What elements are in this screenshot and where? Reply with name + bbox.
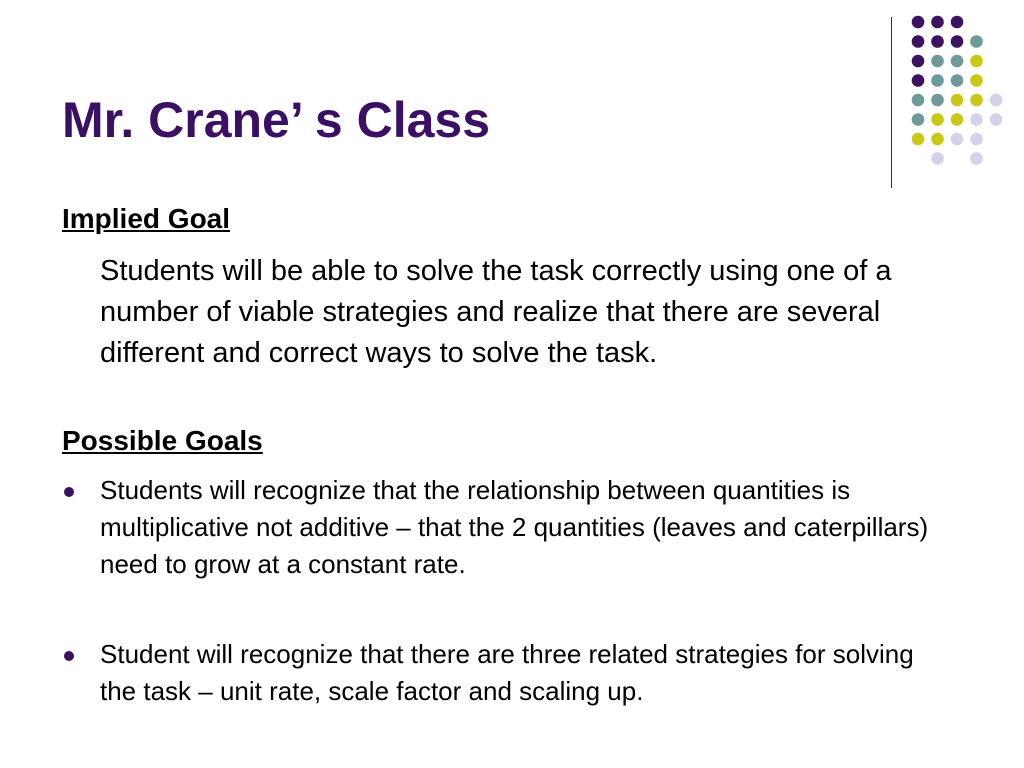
decorative-dot — [912, 113, 925, 126]
bullet-icon — [64, 651, 74, 661]
decorative-dot — [931, 74, 944, 87]
decorative-dot — [990, 113, 1003, 126]
decorative-dot — [931, 133, 944, 146]
possible-goals-list — [0, 472, 1024, 710]
decorative-dot — [951, 55, 964, 68]
decorative-dot — [931, 113, 944, 126]
decorative-dot — [912, 94, 925, 107]
decorative-dot — [931, 16, 944, 29]
decorative-dot — [951, 74, 964, 87]
list-item-text: Students will recognize that the relationship between quantities is multiplicative not additive – that the 2 quantities (leaves and caterpillars) need to grow at a constant rate. — [100, 475, 929, 579]
decorative-dot — [912, 35, 925, 48]
implied-goal-heading: Implied Goal — [62, 203, 231, 234]
possible-goals-heading: Possible Goals — [62, 425, 263, 456]
decorative-dot — [912, 74, 925, 87]
decorative-dot — [951, 16, 964, 29]
vertical-divider — [891, 17, 892, 188]
decorative-dot — [951, 35, 964, 48]
decorative-dot — [912, 133, 925, 146]
decorative-dot — [970, 35, 983, 48]
decorative-dot — [912, 16, 925, 29]
implied-goal-text: Students will be able to solve the task correctly using one of a number of viable strategies and realize that there are several different and correct ways to solve the task. — [100, 255, 892, 369]
decorative-dot — [970, 133, 983, 146]
slide-title: Mr. Crane’ s Class — [62, 92, 491, 148]
decorative-dot — [931, 152, 944, 165]
list-item-text: Student will recognize that there are three related strategies for solving the task – unit rate, scale factor and scaling up. — [100, 639, 914, 706]
decorative-dot — [970, 74, 983, 87]
list-item — [0, 636, 950, 710]
list-item — [0, 472, 950, 583]
decorative-dot — [970, 152, 983, 165]
decorative-dot — [951, 113, 964, 126]
decorative-dot — [951, 94, 964, 107]
decorative-dot — [990, 94, 1003, 107]
decorative-dot — [970, 94, 983, 107]
decorative-dot — [970, 113, 983, 126]
decorative-dot — [931, 94, 944, 107]
decorative-dot — [970, 55, 983, 68]
decorative-dot — [912, 55, 925, 68]
bullet-icon — [64, 487, 74, 497]
decorative-dot — [931, 55, 944, 68]
decorative-dot — [951, 133, 964, 146]
decorative-dot — [931, 35, 944, 48]
